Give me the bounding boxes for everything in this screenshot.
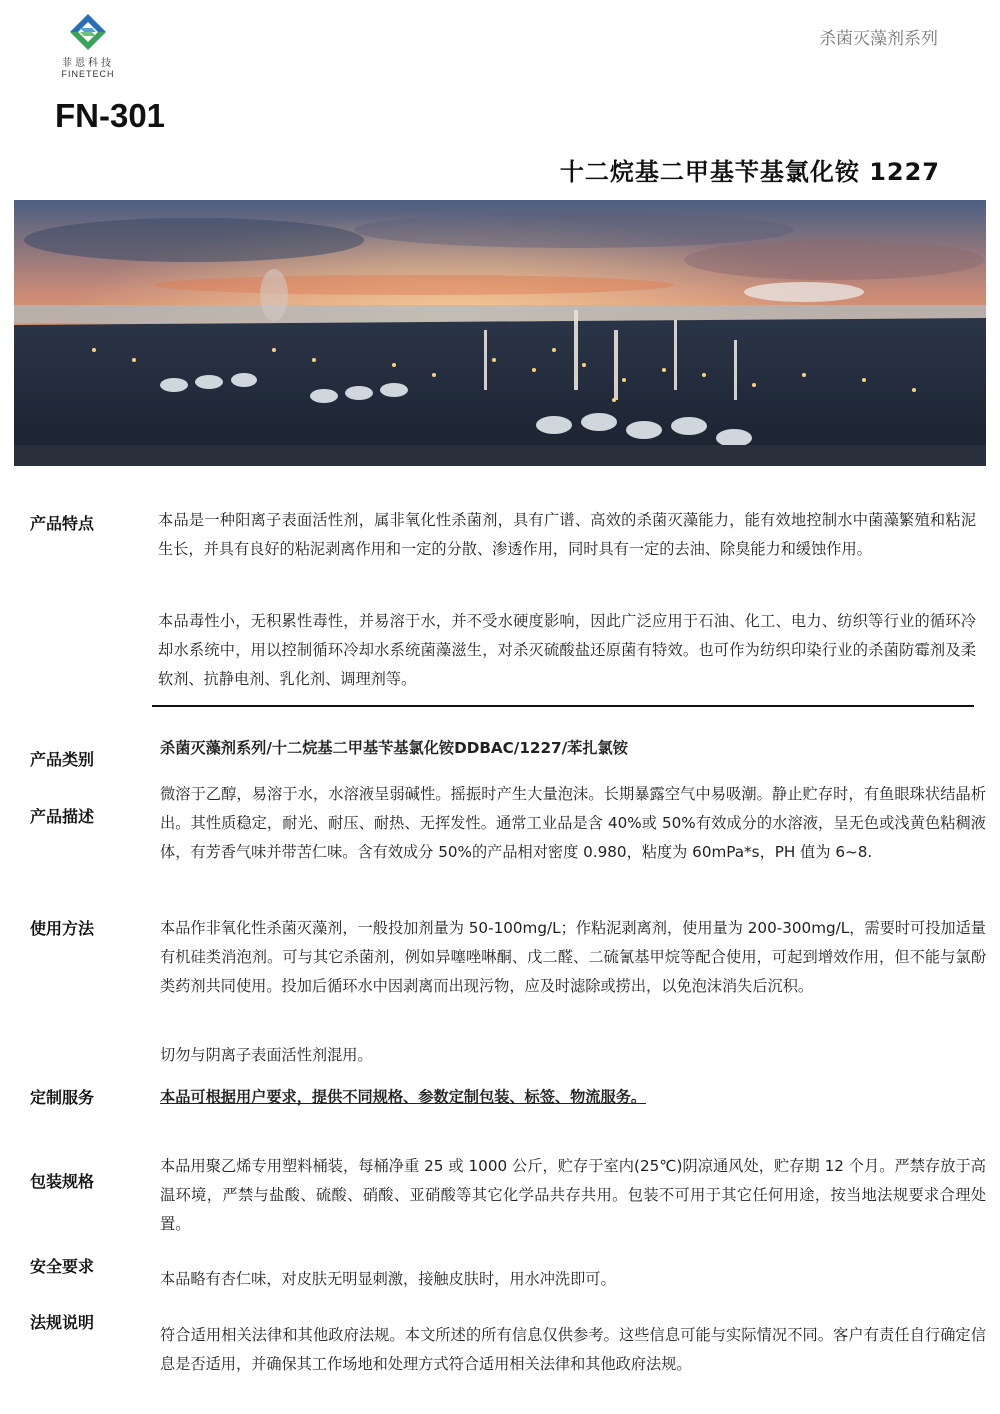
logo-cn-text: 菲恩科技 [62,58,114,69]
logo-mark-icon [68,12,108,52]
packaging-label: 包装规格 [30,1172,95,1191]
logo-en-text: FINETECH [61,69,115,79]
safety-text: 本品略有杏仁味，对皮肤无明显刺激，接触皮肤时，用水冲洗即可。 [160,1270,616,1288]
description-label: 产品描述 [30,807,95,826]
company-logo [58,12,118,79]
safety-label: 安全要求 [30,1257,95,1276]
section-divider [152,705,974,707]
features-label: 产品特点 [30,514,95,533]
hero-image [14,200,986,466]
category-text: 杀菌灭藻剂系列/十二烷基二甲基苄基氯化铵DDBAC/1227/苯扎氯铵 [160,739,628,757]
usage-label: 使用方法 [30,919,95,938]
product-code: FN-301 [55,97,166,134]
usage-paragraph-2: 切勿与阴离子表面活性剂混用。 [160,1046,373,1064]
regulation-label: 法规说明 [30,1313,95,1332]
features-paragraph-1: 本品是一种阳离子表面活性剂，属非氧化性杀菌剂，具有广谱、高效的杀菌灭藻能力，能有效地控制水中菌藻繁殖和粘泥生长，并具有良好的粘泥剥离作用和一定的分散、渗透作用，同时具有一定的去油、除臭能力和缓蚀作用。 [158,511,976,558]
series-label: 杀菌灭藻剂系列 [819,29,938,49]
description-text: 微溶于乙醇，易溶于水，水溶液呈弱碱性。摇振时产生大量泡沫。长期暴露空气中易吸潮。静止贮存时，有鱼眼珠状结晶析出。其性质稳定，耐光、耐压、耐热、无挥发性。通常工业品是含 40%或 50%有效成分的水溶液，呈无色或浅黄色粘稠液体，有芳香气味并带苦仁味。含有效成分 50%的产品相对密度 0.980，粘度为 60mPa*s，PH 值为 6~8. [160,785,986,861]
features-paragraph-2: 本品毒性小，无积累性毒性，并易溶于水，并不受水硬度影响，因此广泛应用于石油、化工、电力、纺织等行业的循环冷却水系统中，用以控制循环冷却水系统菌藻滋生，对杀灭硫酸盐还原菌有特效。也可作为纺织印染行业的杀菌防霉剂及柔软剂、抗静电剂、乳化剂、调理剂等。 [158,612,976,688]
category-label: 产品类别 [30,750,95,769]
regulation-text: 符合适用相关法律和其他政府法规。本文所述的所有信息仅供参考。这些信息可能与实际情况不同。客户有责任自行确定信息是否适用，并确保其工作场地和处理方式符合适用相关法律和其他政府法规。 [160,1326,986,1373]
usage-paragraph-1: 本品作非氧化性杀菌灭藻剂，一般投加剂量为 50-100mg/L；作粘泥剥离剂，使用量为 200-300mg/L，需要时可投加适量有机硅类消泡剂。可与其它杀菌剂，例如异噻唑啉酮、戊二醛、二硫氰基甲烷等配合使用，可起到增效作用，但不能与氯酚类药剂共同使用。投加后循环水中因剥离而出现污物，应及时滤除或捞出，以免泡沫消失后沉积。 [160,919,986,995]
custom-label: 定制服务 [30,1088,95,1107]
packaging-text: 本品用聚乙烯专用塑料桶装，每桶净重 25 或 1000 公斤，贮存于室内(25℃)阴凉通风处，贮存期 12 个月。严禁存放于高温环境，严禁与盐酸、硫酸、硝酸、亚硝酸等其它化学品共存共用。包装不可用于其它任何用途，按当地法规要求合理处置。 [160,1157,986,1233]
product-title: 十二烷基二甲基苄基氯化铵 1227 [559,158,940,186]
custom-text: 本品可根据用户要求，提供不同规格、参数定制包装、标签、物流服务。 [160,1088,646,1106]
